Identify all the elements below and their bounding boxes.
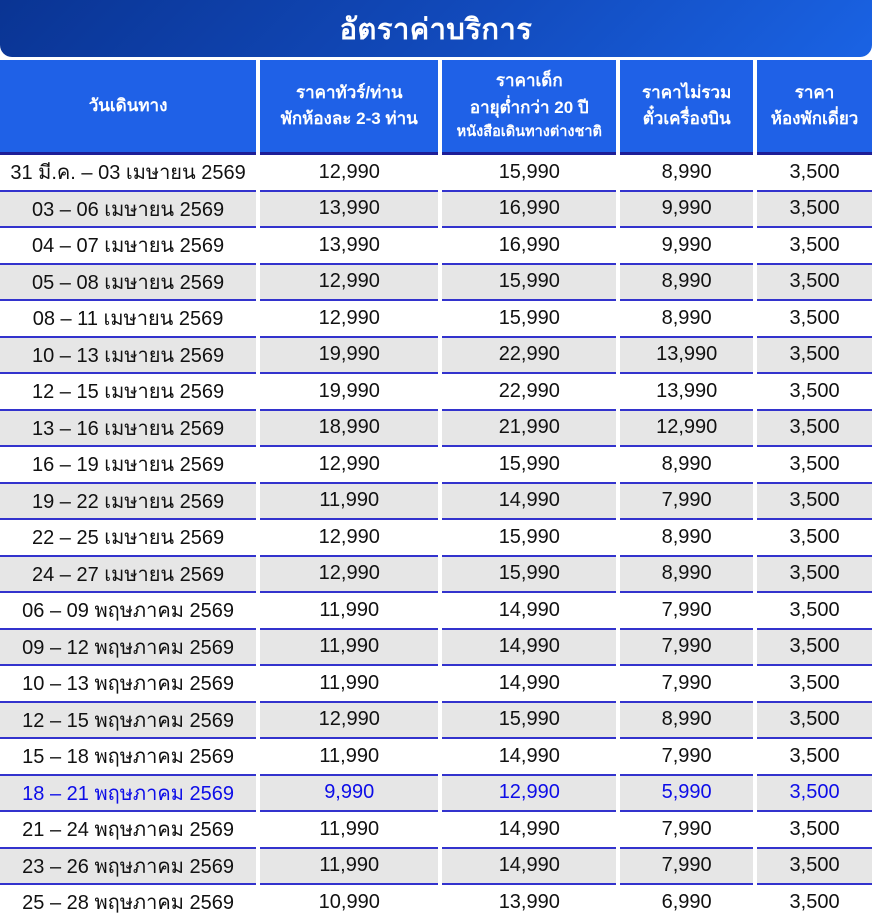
header-label-line: หนังสือเดินทางต่างชาติ bbox=[456, 124, 602, 141]
header-label-line: พักห้องละ 2-3 ท่าน bbox=[280, 109, 418, 128]
cell-travel-date: 25 – 28 พฤษภาคม 2569 bbox=[0, 884, 258, 920]
cell-single-room-price: 3,500 bbox=[755, 264, 872, 301]
cell-no-flight-price: 9,990 bbox=[618, 227, 755, 264]
table-row bbox=[0, 665, 872, 702]
cell-tour-price: 11,990 bbox=[258, 665, 440, 702]
table-row bbox=[0, 702, 872, 739]
header-row bbox=[0, 60, 872, 154]
cell-child-price: 14,990 bbox=[440, 629, 618, 666]
column-header-single-room-price bbox=[755, 60, 872, 154]
cell-travel-date: 23 – 26 พฤษภาคม 2569 bbox=[0, 848, 258, 885]
cell-no-flight-price: 7,990 bbox=[618, 848, 755, 885]
column-header-travel-date bbox=[0, 60, 258, 154]
cell-tour-price: 18,990 bbox=[258, 410, 440, 447]
cell-tour-price: 11,990 bbox=[258, 811, 440, 848]
cell-travel-date: 03 – 06 เมษายน 2569 bbox=[0, 191, 258, 228]
cell-child-price: 22,990 bbox=[440, 373, 618, 410]
cell-tour-price: 11,990 bbox=[258, 738, 440, 775]
cell-no-flight-price: 7,990 bbox=[618, 483, 755, 520]
cell-child-price: 14,990 bbox=[440, 483, 618, 520]
cell-no-flight-price: 9,990 bbox=[618, 191, 755, 228]
table-row bbox=[0, 373, 872, 410]
cell-single-room-price: 3,500 bbox=[755, 738, 872, 775]
cell-no-flight-price: 8,990 bbox=[618, 702, 755, 739]
table-row bbox=[0, 811, 872, 848]
table-row bbox=[0, 848, 872, 885]
cell-child-price: 22,990 bbox=[440, 337, 618, 374]
cell-child-price: 14,990 bbox=[440, 738, 618, 775]
cell-tour-price: 12,990 bbox=[258, 300, 440, 337]
table-row bbox=[0, 519, 872, 556]
cell-no-flight-price: 6,990 bbox=[618, 884, 755, 920]
table-row bbox=[0, 556, 872, 593]
cell-child-price: 15,990 bbox=[440, 264, 618, 301]
cell-tour-price: 12,990 bbox=[258, 519, 440, 556]
table-row bbox=[0, 738, 872, 775]
page-title-text: อัตราค่าบริการ bbox=[339, 13, 533, 46]
header-label-line: ตั๋วเครื่องบิน bbox=[642, 109, 731, 128]
cell-child-price: 12,990 bbox=[440, 775, 618, 812]
table-row bbox=[0, 191, 872, 228]
table-row bbox=[0, 592, 872, 629]
cell-single-room-price: 3,500 bbox=[755, 227, 872, 264]
cell-travel-date: 16 – 19 เมษายน 2569 bbox=[0, 446, 258, 483]
header-label-line: ราคาไม่รวม bbox=[642, 82, 732, 102]
cell-no-flight-price: 8,990 bbox=[618, 154, 755, 191]
cell-child-price: 15,990 bbox=[440, 154, 618, 191]
header-label-line: ราคา bbox=[794, 82, 835, 102]
cell-child-price: 21,990 bbox=[440, 410, 618, 447]
cell-travel-date: 08 – 11 เมษายน 2569 bbox=[0, 300, 258, 337]
cell-travel-date: 09 – 12 พฤษภาคม 2569 bbox=[0, 629, 258, 666]
cell-single-room-price: 3,500 bbox=[755, 811, 872, 848]
cell-child-price: 13,990 bbox=[440, 884, 618, 920]
cell-single-room-price: 3,500 bbox=[755, 702, 872, 739]
table-row bbox=[0, 264, 872, 301]
page-title bbox=[0, 0, 872, 57]
cell-single-room-price: 3,500 bbox=[755, 884, 872, 920]
cell-child-price: 15,990 bbox=[440, 300, 618, 337]
price-table bbox=[0, 60, 872, 920]
cell-single-room-price: 3,500 bbox=[755, 592, 872, 629]
cell-travel-date: 24 – 27 เมษายน 2569 bbox=[0, 556, 258, 593]
cell-no-flight-price: 7,990 bbox=[618, 738, 755, 775]
cell-no-flight-price: 13,990 bbox=[618, 373, 755, 410]
cell-single-room-price: 3,500 bbox=[755, 483, 872, 520]
cell-single-room-price: 3,500 bbox=[755, 300, 872, 337]
column-header-no-flight-price bbox=[618, 60, 755, 154]
cell-tour-price: 13,990 bbox=[258, 227, 440, 264]
table-row bbox=[0, 410, 872, 447]
cell-travel-date: 04 – 07 เมษายน 2569 bbox=[0, 227, 258, 264]
header-label-line: อายุต่ำกว่า 20 ปี bbox=[469, 97, 589, 117]
cell-travel-date: 05 – 08 เมษายน 2569 bbox=[0, 264, 258, 301]
cell-tour-price: 12,990 bbox=[258, 446, 440, 483]
cell-single-room-price: 3,500 bbox=[755, 848, 872, 885]
cell-travel-date: 13 – 16 เมษายน 2569 bbox=[0, 410, 258, 447]
cell-single-room-price: 3,500 bbox=[755, 519, 872, 556]
cell-no-flight-price: 5,990 bbox=[618, 775, 755, 812]
cell-tour-price: 13,990 bbox=[258, 191, 440, 228]
cell-tour-price: 19,990 bbox=[258, 373, 440, 410]
cell-tour-price: 12,990 bbox=[258, 264, 440, 301]
cell-tour-price: 10,990 bbox=[258, 884, 440, 920]
table-row bbox=[0, 446, 872, 483]
column-header-child-price bbox=[440, 60, 618, 154]
cell-single-room-price: 3,500 bbox=[755, 629, 872, 666]
column-header-tour-price bbox=[258, 60, 440, 154]
table-row bbox=[0, 154, 872, 191]
cell-travel-date: 19 – 22 เมษายน 2569 bbox=[0, 483, 258, 520]
cell-travel-date: 18 – 21 พฤษภาคม 2569 bbox=[0, 775, 258, 812]
cell-single-room-price: 3,500 bbox=[755, 775, 872, 812]
cell-child-price: 14,990 bbox=[440, 665, 618, 702]
cell-no-flight-price: 7,990 bbox=[618, 592, 755, 629]
cell-child-price: 15,990 bbox=[440, 519, 618, 556]
header-label-line: ราคาเด็ก bbox=[495, 71, 563, 91]
cell-travel-date: 22 – 25 เมษายน 2569 bbox=[0, 519, 258, 556]
cell-child-price: 14,990 bbox=[440, 811, 618, 848]
table-row bbox=[0, 884, 872, 920]
table-row bbox=[0, 629, 872, 666]
price-table-body bbox=[0, 154, 872, 920]
table-row bbox=[0, 300, 872, 337]
cell-single-room-price: 3,500 bbox=[755, 665, 872, 702]
cell-no-flight-price: 12,990 bbox=[618, 410, 755, 447]
cell-single-room-price: 3,500 bbox=[755, 556, 872, 593]
cell-no-flight-price: 8,990 bbox=[618, 264, 755, 301]
table-row bbox=[0, 775, 872, 812]
cell-tour-price: 12,990 bbox=[258, 556, 440, 593]
cell-child-price: 16,990 bbox=[440, 191, 618, 228]
cell-no-flight-price: 7,990 bbox=[618, 629, 755, 666]
cell-no-flight-price: 13,990 bbox=[618, 337, 755, 374]
table-row bbox=[0, 227, 872, 264]
cell-travel-date: 31 มี.ค. – 03 เมษายน 2569 bbox=[0, 154, 258, 191]
cell-no-flight-price: 7,990 bbox=[618, 811, 755, 848]
cell-no-flight-price: 8,990 bbox=[618, 446, 755, 483]
cell-travel-date: 12 – 15 พฤษภาคม 2569 bbox=[0, 702, 258, 739]
cell-child-price: 16,990 bbox=[440, 227, 618, 264]
cell-no-flight-price: 8,990 bbox=[618, 519, 755, 556]
cell-child-price: 14,990 bbox=[440, 592, 618, 629]
cell-tour-price: 11,990 bbox=[258, 629, 440, 666]
cell-travel-date: 06 – 09 พฤษภาคม 2569 bbox=[0, 592, 258, 629]
cell-single-room-price: 3,500 bbox=[755, 410, 872, 447]
cell-travel-date: 10 – 13 เมษายน 2569 bbox=[0, 337, 258, 374]
cell-child-price: 15,990 bbox=[440, 702, 618, 739]
cell-tour-price: 12,990 bbox=[258, 154, 440, 191]
cell-no-flight-price: 8,990 bbox=[618, 556, 755, 593]
cell-child-price: 15,990 bbox=[440, 556, 618, 593]
header-label-line: ห้องพักเดี่ยว bbox=[770, 109, 859, 128]
cell-single-room-price: 3,500 bbox=[755, 373, 872, 410]
header-label-line: ราคาทัวร์/ท่าน bbox=[295, 82, 403, 102]
table-row bbox=[0, 483, 872, 520]
cell-tour-price: 11,990 bbox=[258, 483, 440, 520]
cell-single-room-price: 3,500 bbox=[755, 191, 872, 228]
cell-tour-price: 11,990 bbox=[258, 848, 440, 885]
cell-tour-price: 11,990 bbox=[258, 592, 440, 629]
cell-travel-date: 15 – 18 พฤษภาคม 2569 bbox=[0, 738, 258, 775]
header-label-line: วันเดินทาง bbox=[88, 95, 168, 115]
cell-child-price: 14,990 bbox=[440, 848, 618, 885]
cell-tour-price: 9,990 bbox=[258, 775, 440, 812]
table-row bbox=[0, 337, 872, 374]
cell-single-room-price: 3,500 bbox=[755, 337, 872, 374]
cell-no-flight-price: 8,990 bbox=[618, 300, 755, 337]
cell-single-room-price: 3,500 bbox=[755, 446, 872, 483]
cell-no-flight-price: 7,990 bbox=[618, 665, 755, 702]
cell-travel-date: 12 – 15 เมษายน 2569 bbox=[0, 373, 258, 410]
cell-child-price: 15,990 bbox=[440, 446, 618, 483]
cell-travel-date: 21 – 24 พฤษภาคม 2569 bbox=[0, 811, 258, 848]
cell-tour-price: 12,990 bbox=[258, 702, 440, 739]
price-table-header bbox=[0, 60, 872, 154]
cell-tour-price: 19,990 bbox=[258, 337, 440, 374]
cell-single-room-price: 3,500 bbox=[755, 154, 872, 191]
cell-travel-date: 10 – 13 พฤษภาคม 2569 bbox=[0, 665, 258, 702]
